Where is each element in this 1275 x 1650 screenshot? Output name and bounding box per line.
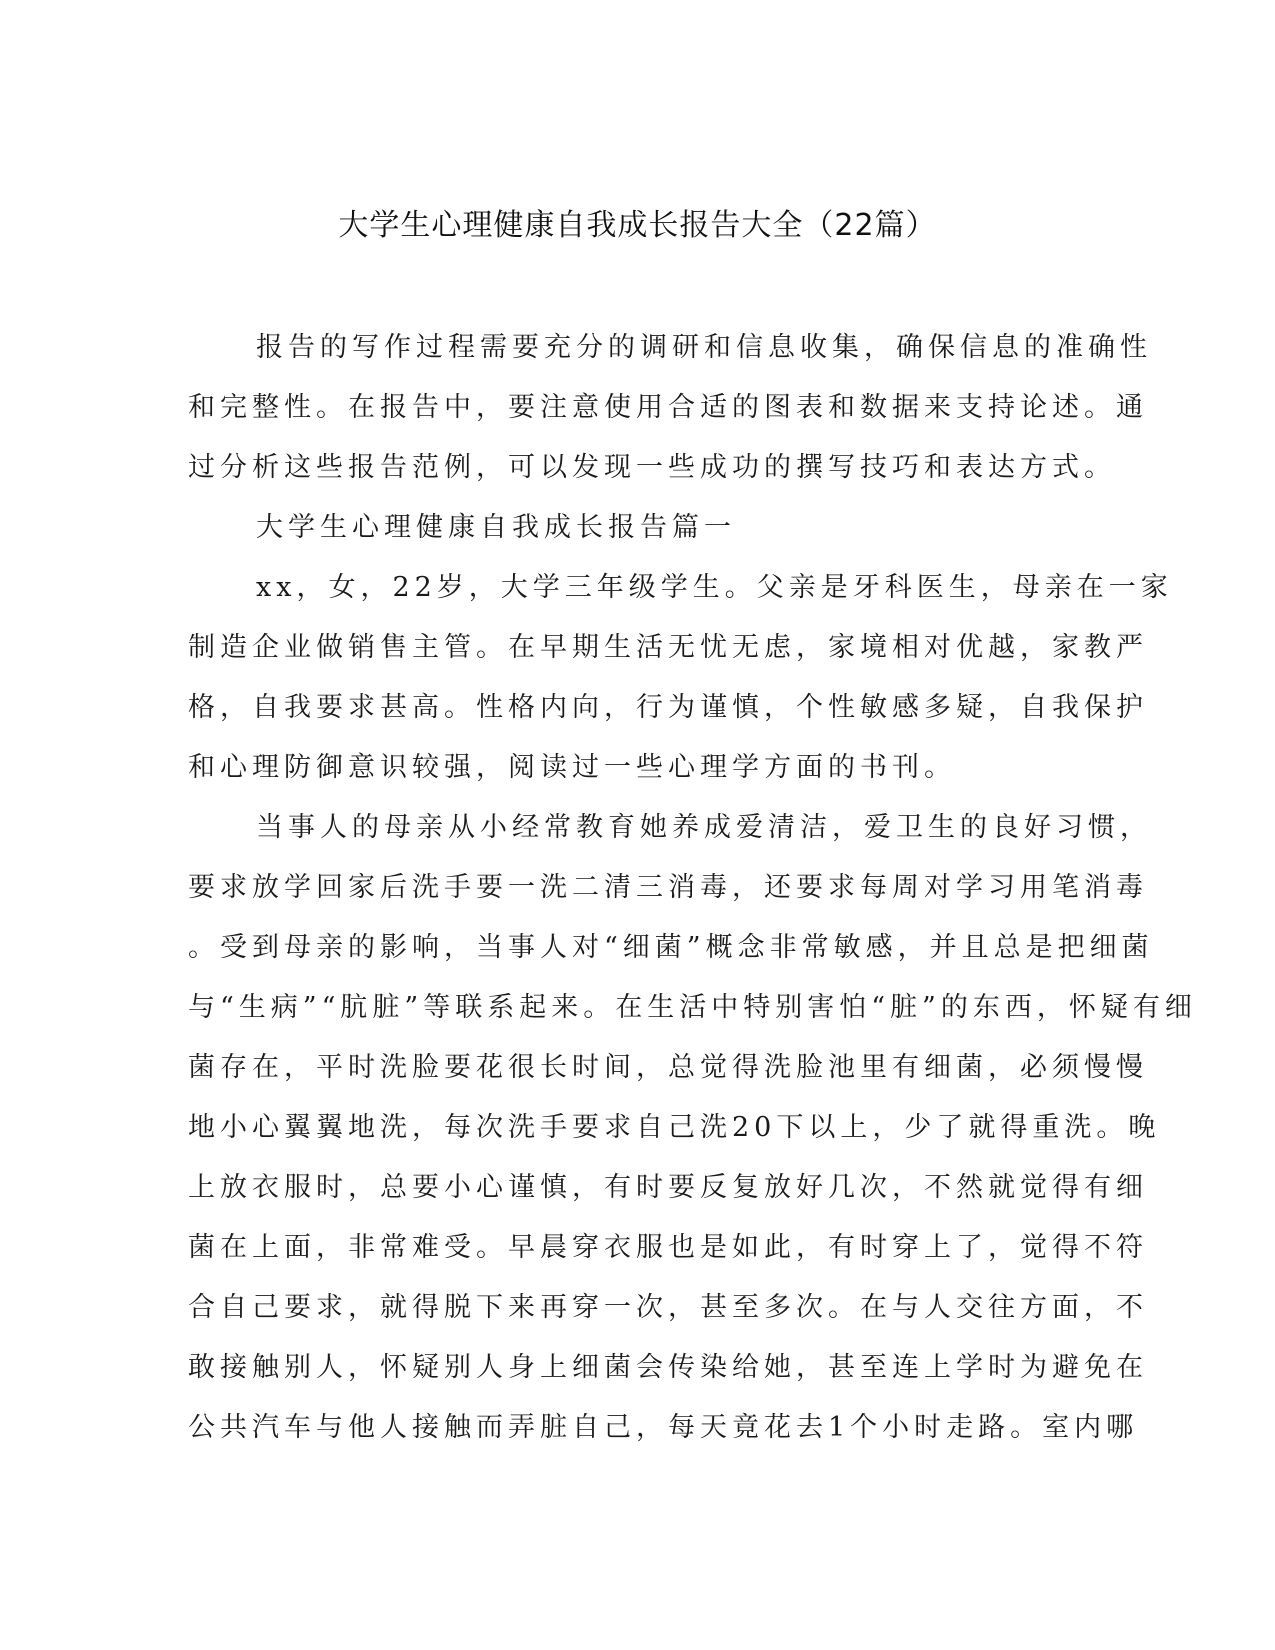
intro-line: 和完整性。在报告中，要注意使用合适的图表和数据来支持论述。通 [188, 392, 1148, 423]
paragraph-line: 格，自我要求甚高。性格内向，行为谨慎，个性敏感多疑，自我保护 [188, 692, 1148, 723]
paragraph-line: 菌存在，平时洗脸要花很长时间，总觉得洗脸池里有细菌，必须慢慢 [188, 1052, 1148, 1083]
paragraph-line: 和心理防御意识较强，阅读过一些心理学方面的书刊。 [188, 752, 956, 783]
intro-paragraph [188, 318, 1152, 498]
paragraph-line: 要求放学回家后洗手要一洗二清三消毒，还要求每周对学习用笔消毒 [188, 872, 1148, 903]
intro-line: 过分析这些报告范例，可以发现一些成功的撰写技巧和表达方式。 [188, 452, 1116, 483]
paragraph-line: 制造企业做销售主管。在早期生活无忧无虑，家境相对优越，家教严 [188, 632, 1148, 663]
paragraph-line: 敢接触别人，怀疑别人身上细菌会传染给她，甚至连上学时为避免在 [188, 1352, 1148, 1383]
paragraph-line: 公共汽车与他人接触而弄脏自己，每天竟花去1个小时走路。室内哪 [188, 1412, 1139, 1443]
paragraph-line: 菌在上面，非常难受。早晨穿衣服也是如此，有时穿上了，觉得不符 [188, 1232, 1148, 1263]
document-title: 大学生心理健康自我成长报告大全（22篇） [338, 208, 937, 243]
paragraph-line: 合自己要求，就得脱下来再穿一次，甚至多次。在与人交往方面，不 [188, 1292, 1148, 1323]
paragraph-symptoms [188, 798, 1197, 1458]
paragraph-line: 与“生病”“肮脏”等联系起来。在生活中特别害怕“脏”的东西，怀疑有细 [188, 992, 1197, 1023]
paragraph-line: 上放衣服时，总要小心谨慎，有时要反复放好几次，不然就觉得有细 [188, 1172, 1148, 1203]
paragraph-line: xx，女，22岁，大学三年级学生。父亲是牙科医生，母亲在一家 [256, 572, 1173, 603]
section-heading: 大学生心理健康自我成长报告篇一 [256, 512, 736, 543]
paragraph-line: 当事人的母亲从小经常教育她养成爱清洁，爱卫生的良好习惯， [256, 812, 1152, 843]
paragraph-line: 。受到母亲的影响，当事人对“细菌”概念非常敏感，并且总是把细菌 [188, 932, 1154, 963]
paragraph-line: 地小心翼翼地洗，每次洗手要求自己洗20下以上，少了就得重洗。晚 [188, 1112, 1161, 1143]
intro-line: 报告的写作过程需要充分的调研和信息收集，确保信息的准确性 [256, 332, 1152, 363]
paragraph-background [188, 558, 1173, 798]
document-body [188, 318, 1197, 1458]
